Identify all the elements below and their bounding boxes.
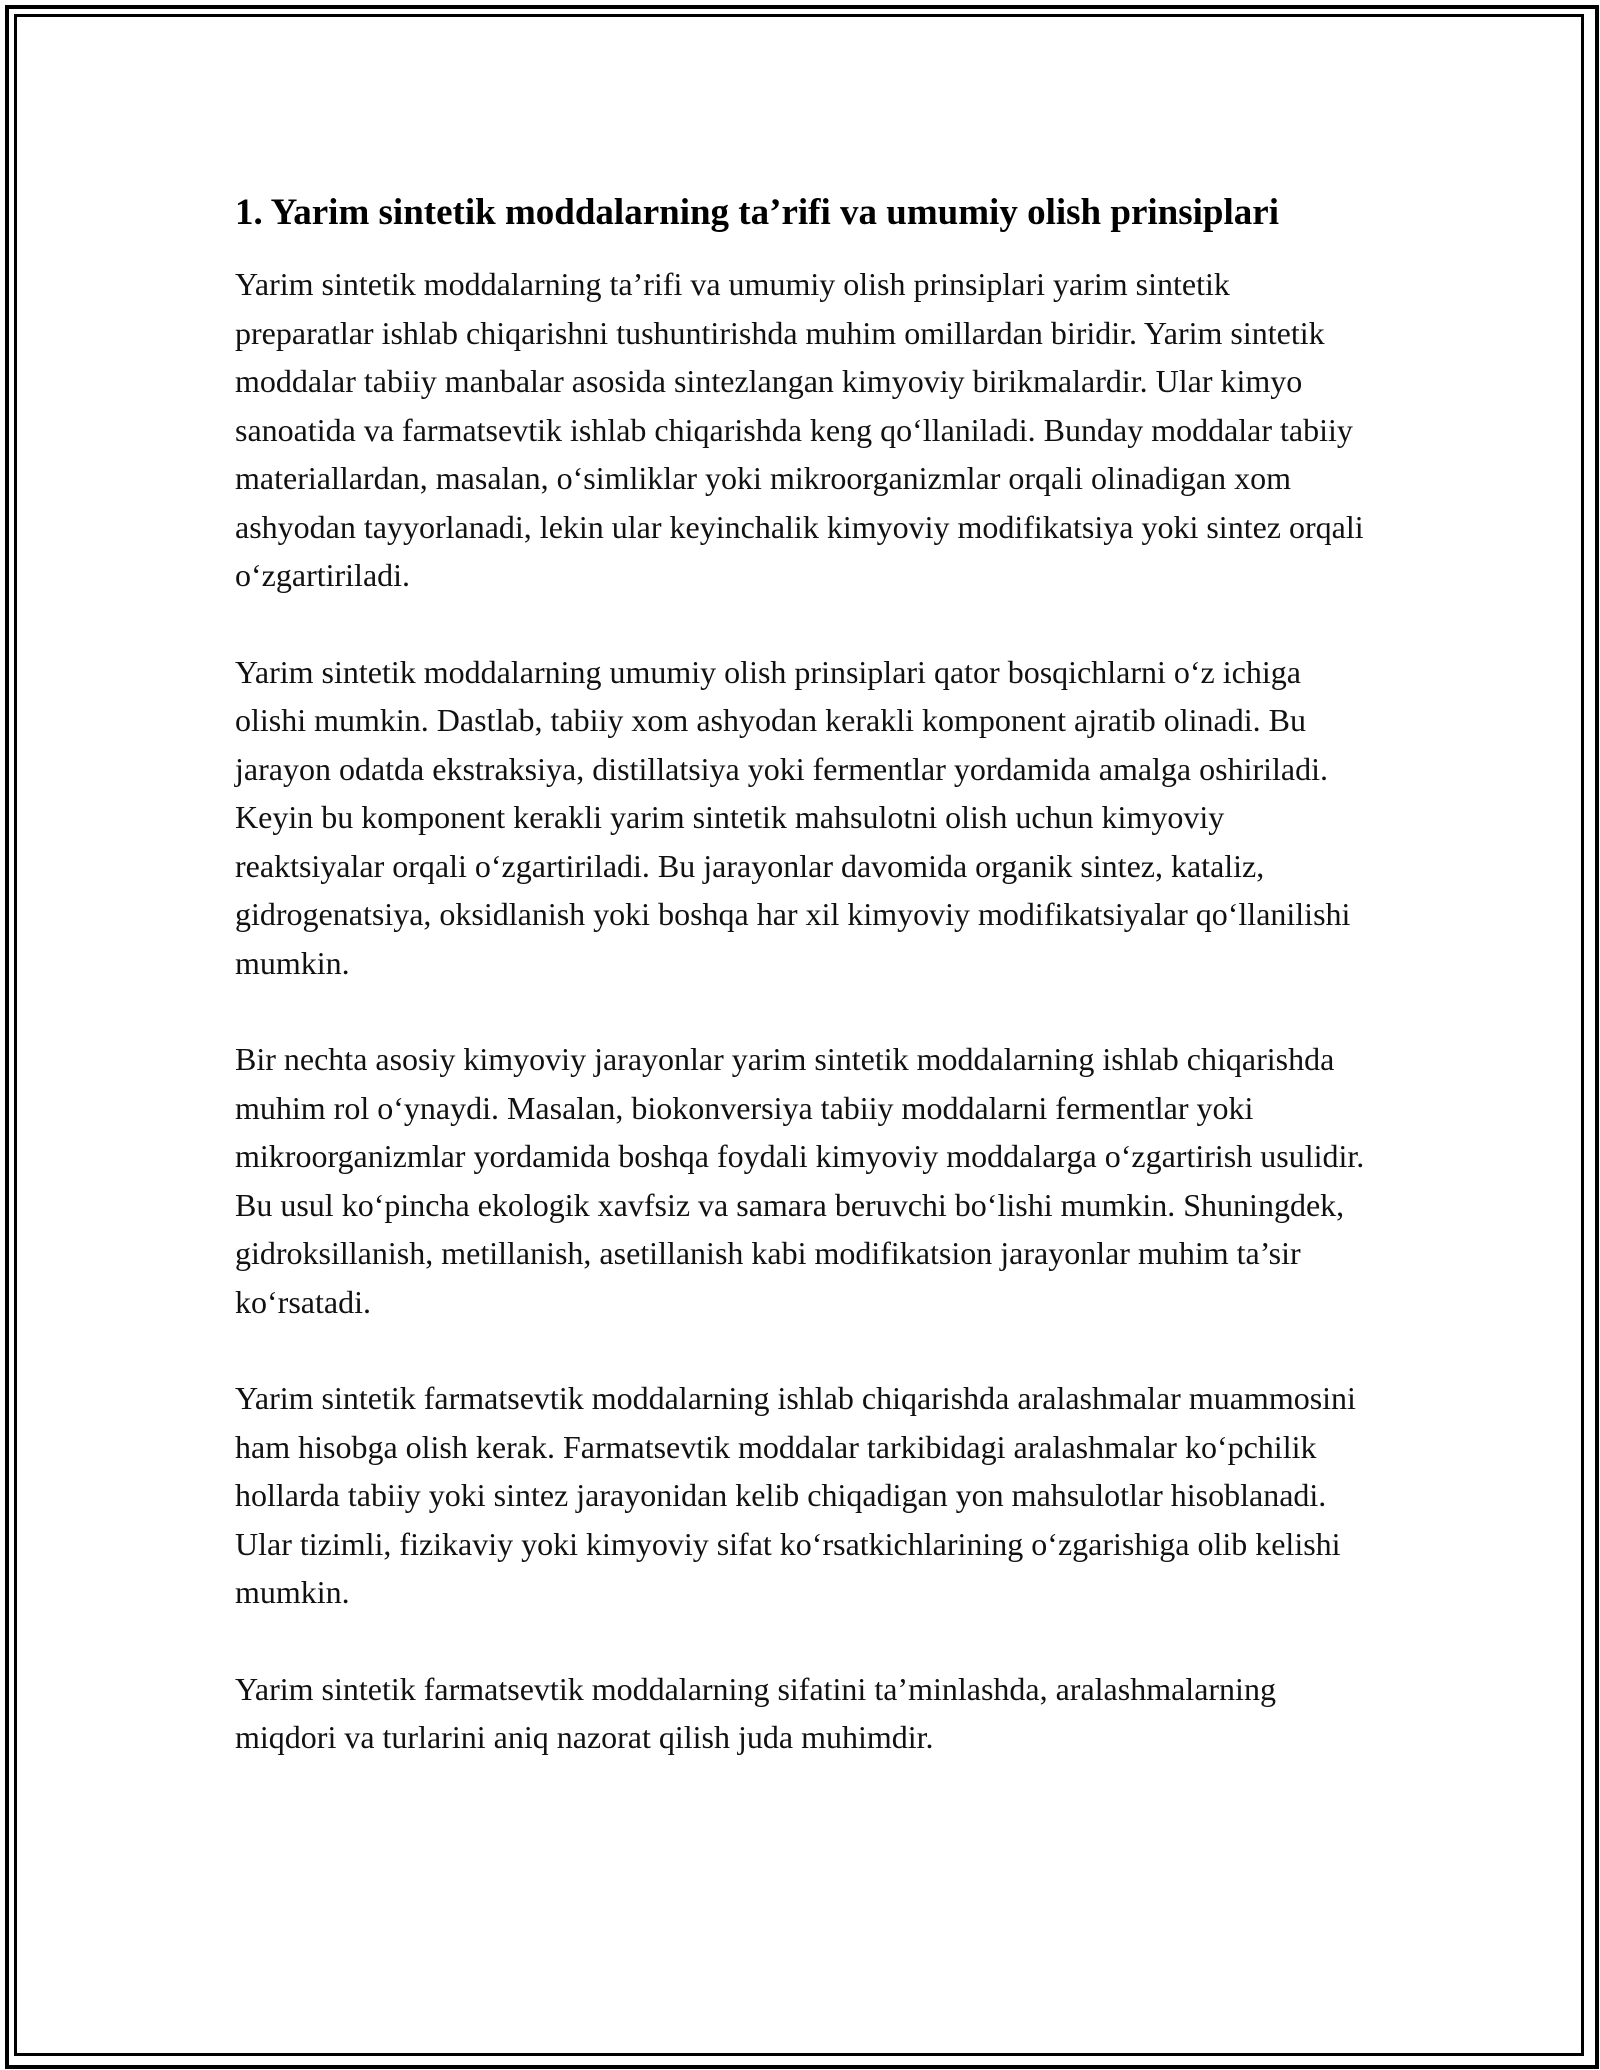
paragraph-principles: Yarim sintetik moddalarning umumiy olish prinsiplari qator bosqichlarni o‘z ichiga olishi mumkin. Dastlab, tabiiy xom ashyodan kerakli komponent ajratib olinadi. Bu jarayon odatda ekstraksiya, distillatsiya yoki fermentlar yordamida amalga oshiriladi. Keyin bu komponent kerakli yarim sintetik mahsulotni olish uchun kimyoviy reaktsiyalar orqali o‘zgartiriladi. Bu jarayonlar davomida organik sintez, kataliz, gidrogenatsiya, oksidlanish yoki boshqa har xil kimyoviy modifikatsiyalar qo‘llanilishi mumkin. [235,653,1351,981]
paragraph-definition: Yarim sintetik moddalarning ta’rifi va umumiy olish prinsiplari yarim sintetik preparatlar ishlab chiqarishni tushuntirishda muhim omillardan biridir. Yarim sintetik moddalar tabiiy manbalar asosida sintezlangan kimyoviy birikmalardir. Ular kimyo sanoatida va farmatsevtik ishlab chiqarishda keng qo‘llaniladi. Bunday moddalar tabiiy materiallardan, masalan, o‘simliklar yoki mikroorganizmlar orqali olinadigan xom ashyodan tayyorlanadi, lekin ular keyinchalik kimyoviy modifikatsiya yoki sintez orqali o‘zgartiriladi. [235,266,1364,593]
paragraph-processes: Bir nechta asosiy kimyoviy jarayonlar yarim sintetik moddalarning ishlab chiqarishda muhim rol o‘ynaydi. Masalan, biokonversiya tabiiy moddalarni fermentlar yoki mikroorganizmlar yordamida boshqa foydali kimyoviy moddalarga o‘zgartirish usulidir. Bu usul ko‘pincha ekologik xavfsiz va samara beruvchi bo‘lishi mumkin. Shuningdek, gidroksillanish, metillanish, asetillanish kabi modifikatsion jarayonlar muhim ta’sir ko‘rsatadi. [235,1041,1365,1320]
section-heading: 1. Yarim sintetik moddalarning ta’rifi va umumiy olish prinsiplari [235,192,1279,233]
document-body [235,186,1370,1810]
paragraph-quality: Yarim sintetik farmatsevtik moddalarning sifatini ta’minlashda, aralashmalarning miqdori va turlarini aniq nazorat qilish juda muhimdir. [235,1670,1276,1755]
paragraph-impurities: Yarim sintetik farmatsevtik moddalarning ishlab chiqarishda aralashmalar muammosini ham hisobga olish kerak. Farmatsevtik moddalar tarkibidagi aralashmalar ko‘pchilik hollarda tabiiy yoki sintez jarayonidan kelib chiqadigan yon mahsulotlar hisoblanadi. Ular tizimli, fizikaviy yoki kimyoviy sifat ko‘rsatkichlarining o‘zgarishiga olib kelishi mumkin. [235,1380,1356,1610]
